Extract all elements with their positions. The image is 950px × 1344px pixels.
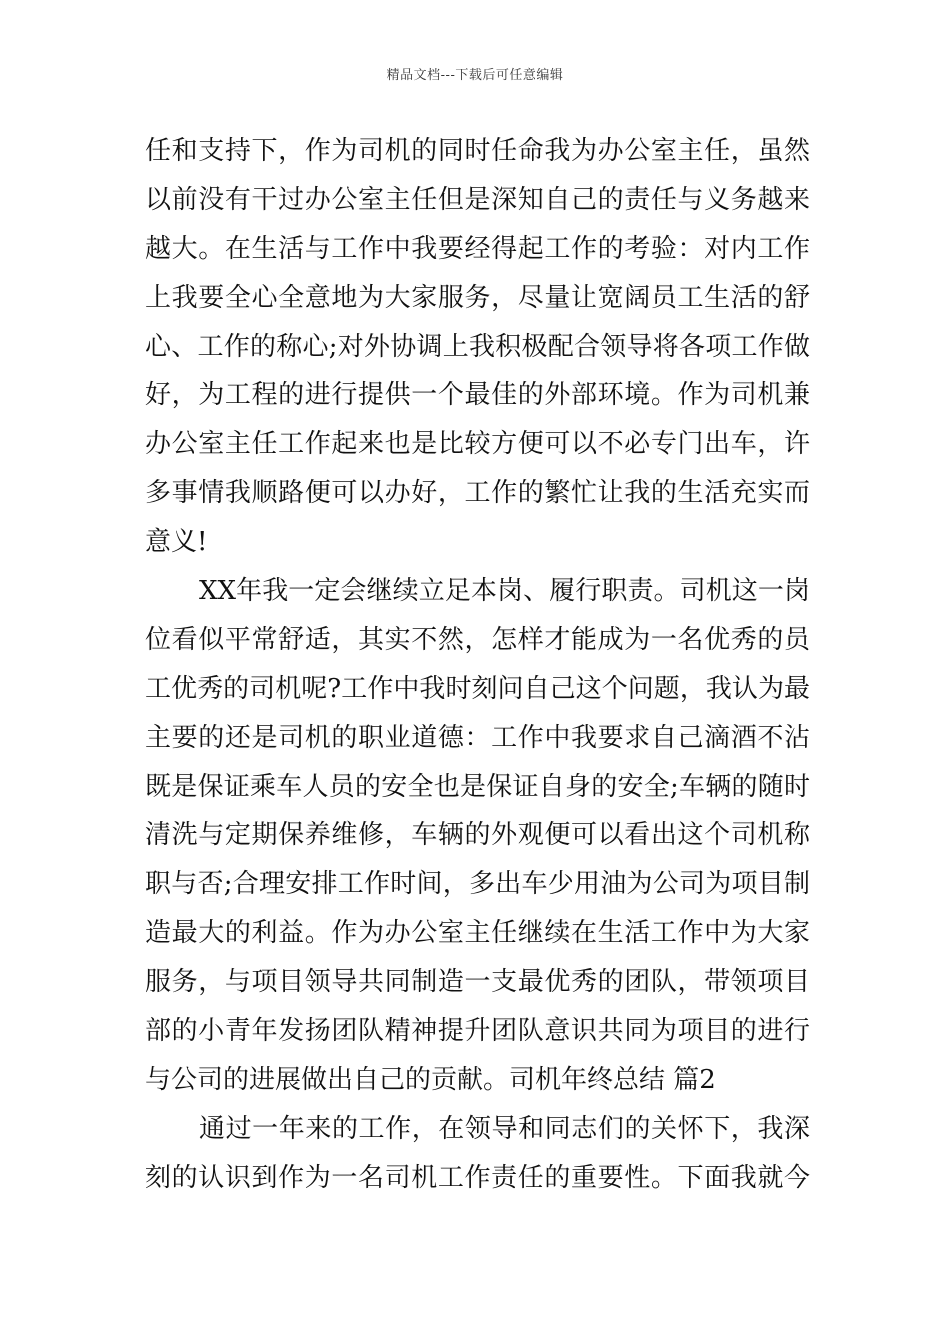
text-line: 刻的认识到作为一名司机工作责任的重要性。下面我就今 (145, 1162, 810, 1193)
text-line: 工优秀的司机呢?工作中我时刻问自己这个问题，我认为最 (145, 673, 810, 704)
text-line: 任和支持下，作为司机的同时任命我为办公室主任，虽然 (145, 136, 810, 166)
text-line: 通过一年来的工作，在领导和同志们的关怀下，我深 (199, 1113, 810, 1144)
text-line: 意义! (145, 527, 208, 558)
paragraph (145, 1105, 810, 1203)
text-line: 与公司的进展做出自己的贡献。司机年终总结 篇2 (145, 1064, 716, 1095)
text-line: 多事情我顺路便可以办好，工作的繁忙让我的生活充实而 (145, 478, 810, 509)
text-line: 以前没有干过办公室主任但是深知自己的责任与义务越来 (145, 184, 810, 215)
text-line: 办公室主任工作起来也是比较方便可以不必专门出车，许 (145, 429, 810, 460)
text-line: 越大。在生活与工作中我要经得起工作的考验：对内工作 (145, 233, 810, 264)
text-line: XX年我一定会继续立足本岗、履行职责。司机这一岗 (199, 576, 810, 607)
document-body (145, 127, 810, 1203)
paragraph (145, 127, 810, 567)
text-line: 主要的还是司机的职业道德：工作中我要求自己滴酒不沾 (145, 722, 810, 753)
text-line: 造最大的利益。作为办公室主任继续在生活工作中为大家 (145, 918, 810, 949)
text-line: 清洗与定期保养维修，车辆的外观便可以看出这个司机称 (145, 820, 810, 851)
text-line: 职与否;合理安排工作时间，多出车少用油为公司为项目制 (145, 869, 810, 900)
text-line: 心、工作的称心;对外协调上我积极配合领导将各项工作做 (145, 331, 810, 362)
text-line: 上我要全心全意地为大家服务，尽量让宽阔员工生活的舒 (145, 282, 810, 313)
text-line: 位看似平常舒适，其实不然，怎样才能成为一名优秀的员 (145, 624, 810, 655)
text-line: 服务，与项目领导共同制造一支最优秀的团队，带领项目 (145, 967, 810, 998)
paragraph (145, 567, 810, 1105)
text-line: 既是保证乘车人员的安全也是保证自身的安全;车辆的随时 (145, 771, 810, 802)
text-line: 好，为工程的进行提供一个最佳的外部环境。作为司机兼 (145, 380, 810, 411)
text-line: 部的小青年发扬团队精神提升团队意识共同为项目的进行 (145, 1016, 810, 1047)
page-header: 精品文档---下载后可任意编辑 (386, 68, 564, 83)
